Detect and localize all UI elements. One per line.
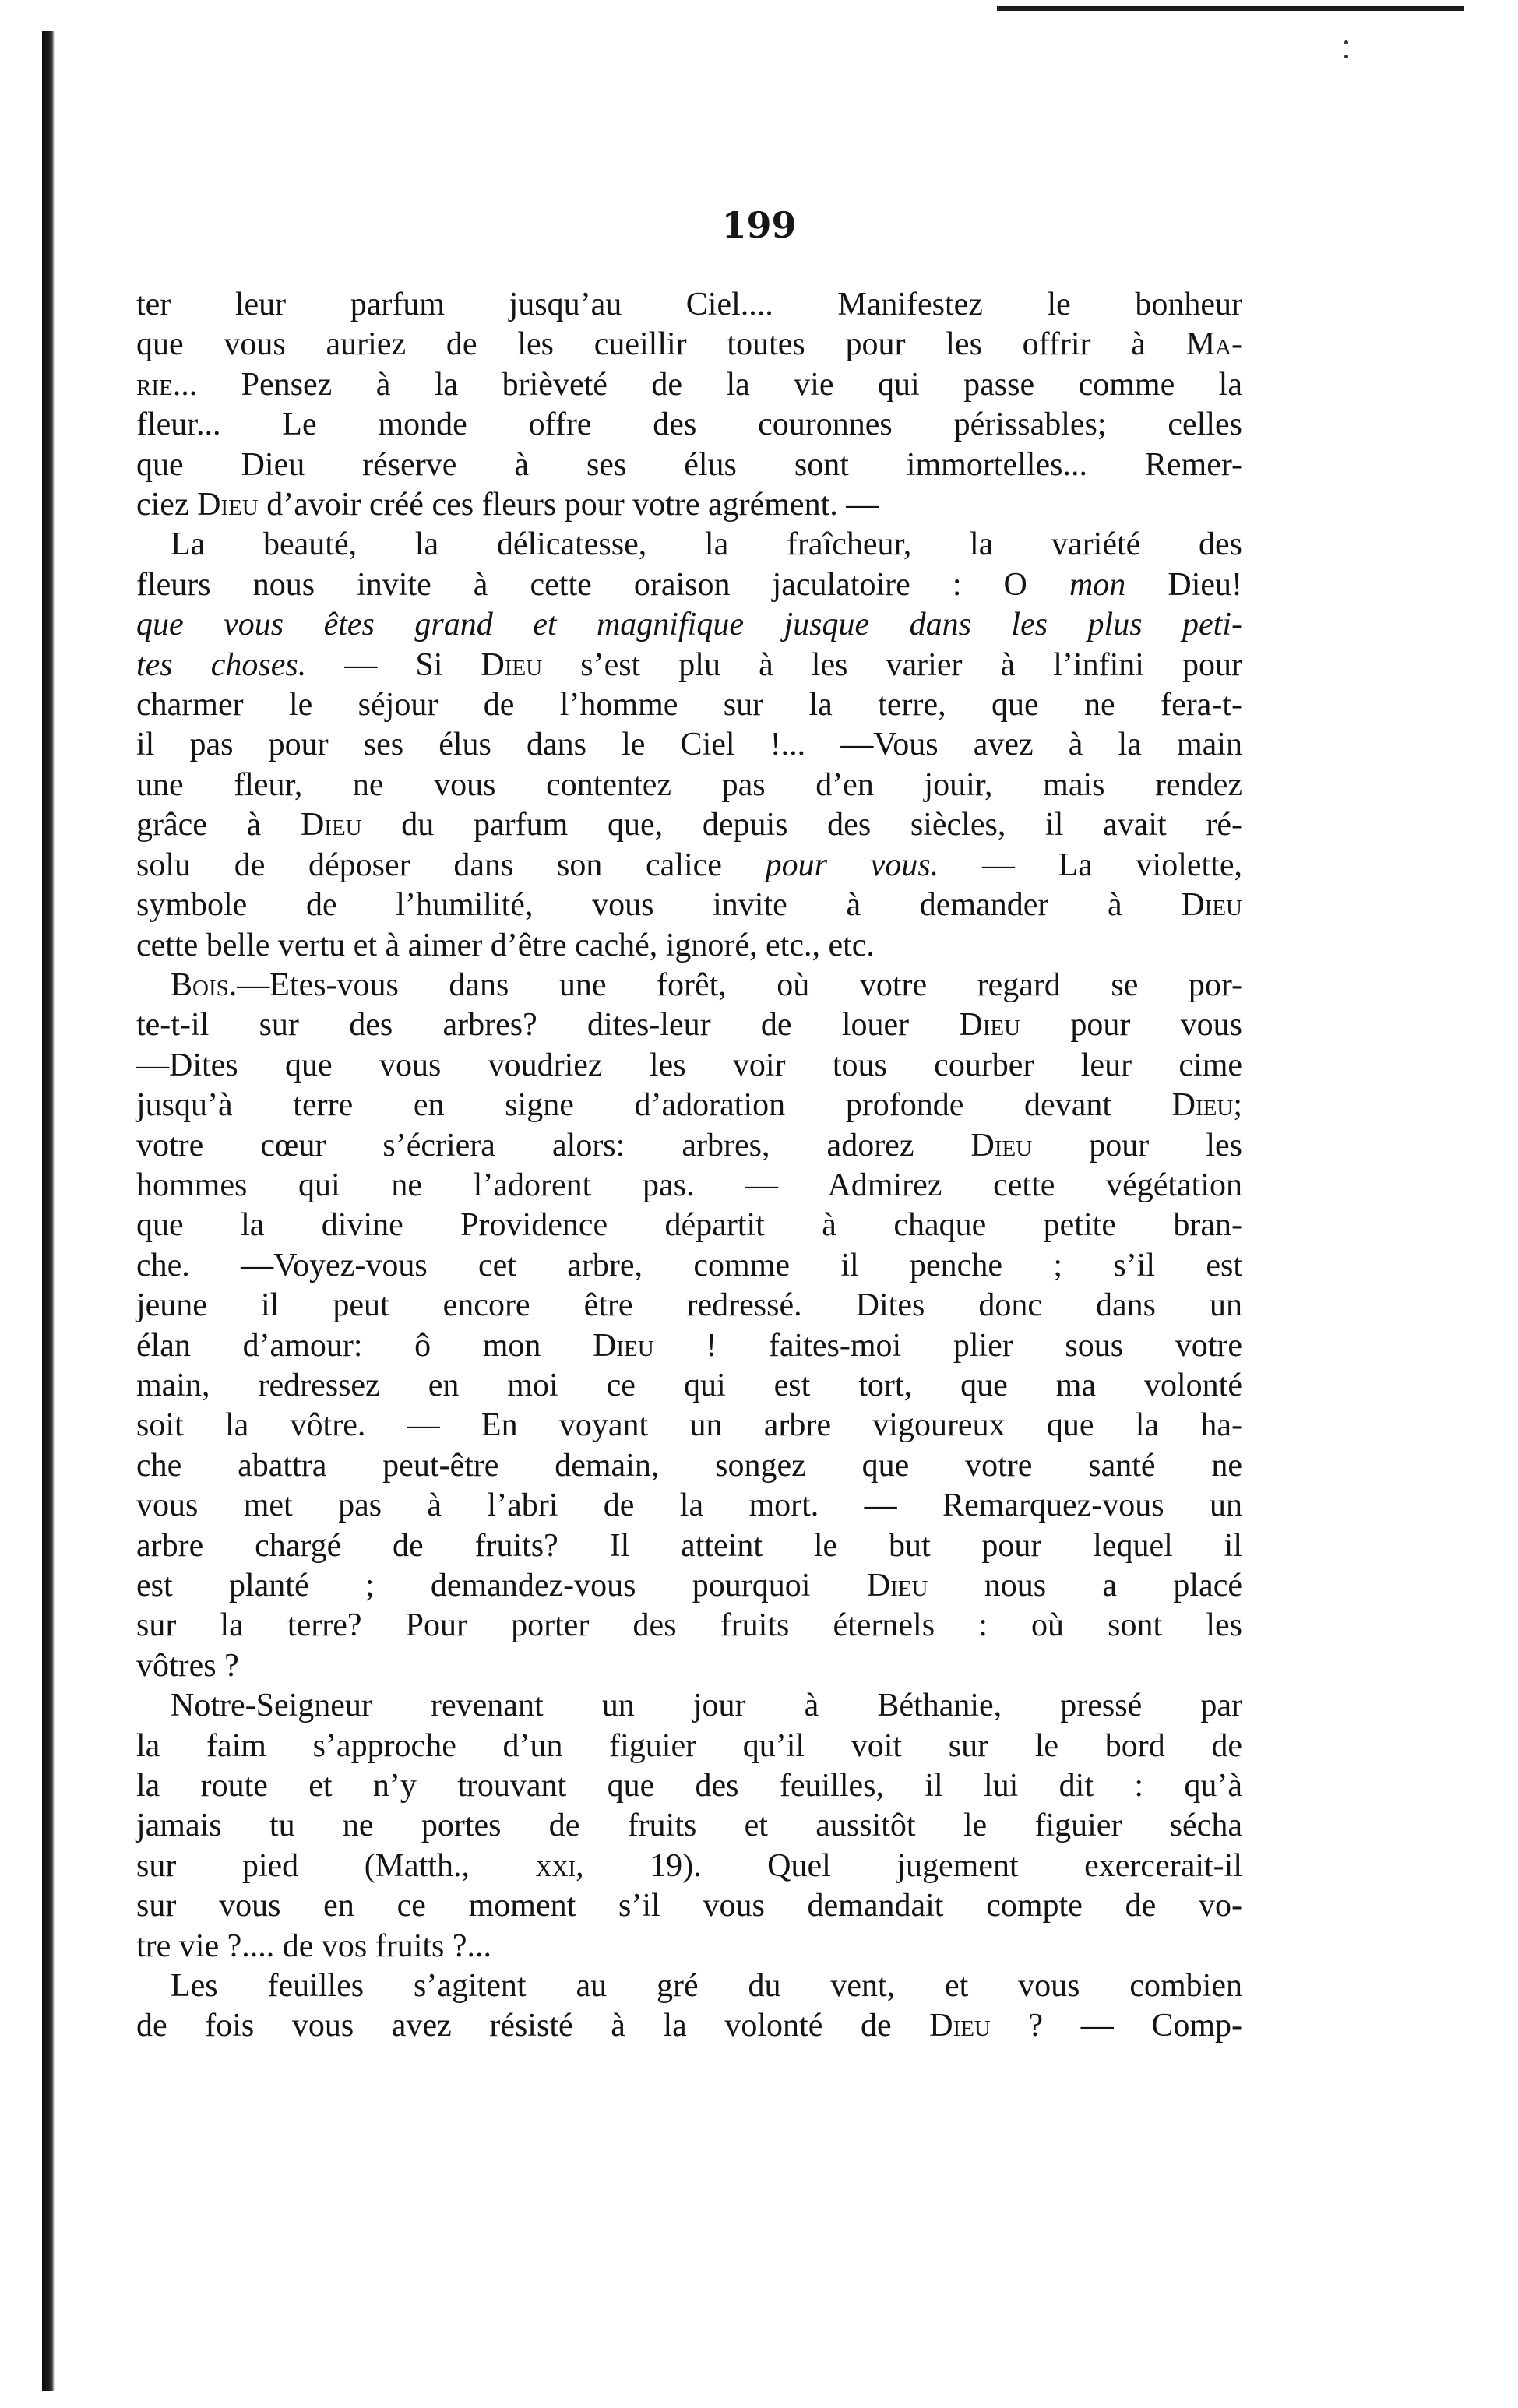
text-run: arbre chargé de fruits? Il atteint le but pour lequel il [136,1527,1242,1564]
text-run: tre vie ?.... de vos fruits ?... [136,1927,492,1964]
text-run: votre cœur s’écriera alors: arbres, adorez [136,1127,971,1164]
page-number: 199 [721,204,797,246]
text-run: la route et n’y trouvant que des feuilles, il lui dit : qu’à [136,1768,1242,1804]
text-line [136,1686,1242,1726]
text-line [136,485,1242,525]
binding-shadow [42,31,55,2391]
text-line [136,646,1242,685]
text-run: .—Etes-vous dans une forêt, où votre regard se por- [228,966,1242,1003]
text-line [136,1406,1242,1445]
text-run: de fois vous avez résisté à la volonté de [136,2008,930,2044]
text-line [136,1086,1242,1125]
text-line [136,325,1242,364]
text-run: solu de déposer dans son calice [136,847,766,883]
text-line [136,1846,1242,1886]
text-run: Bois [171,966,229,1003]
text-line [136,1606,1242,1646]
text-run: vous met pas à l’abri de la mort. — Remarquez-vous un [136,1487,1242,1524]
text-line [136,766,1242,805]
text-line [136,1166,1242,1206]
text-run: Dieu [300,807,362,843]
text-line [136,285,1242,325]
text-run: nous a placé [928,1568,1242,1604]
text-line [136,1766,1242,1806]
text-line [136,365,1242,405]
text-run: te-t-il sur des arbres? dites-leur de louer [136,1007,960,1044]
text-run: sur vous en ce moment s’il vous demandait compte de vo- [136,1888,1242,1924]
text-run: fleur... Le monde offre des couronnes périssables; celles [136,407,1242,443]
text-line [136,1886,1242,1926]
text-run: Dieu [197,487,259,523]
scan-specks [1344,40,1349,59]
text-line [136,1446,1242,1486]
text-run: Notre-Seigneur revenant un jour à Béthanie, pressé par [171,1688,1242,1724]
text-line [136,1526,1242,1566]
text-run: sur la terre? Pour porter des fruits éternels : où sont les [136,1607,1242,1644]
text-run: Ma- [1185,326,1242,363]
text-run: Dieu [970,1127,1033,1164]
text-line [136,1966,1242,2006]
text-line [136,1246,1242,1286]
text-run: Dieu [481,646,543,683]
text-line [136,405,1242,445]
text-line [136,885,1242,925]
text-run: pour les [1032,1127,1242,1164]
text-run: Dieu [929,2008,991,2044]
text-run: che abattra peut-être demain, songez que votre santé ne [136,1447,1242,1484]
text-run: Dieu [593,1327,654,1364]
text-run: — La violette, [939,847,1242,883]
text-run: une fleur, ne vous contentez pas d’en jouir, mais rendez [136,766,1242,803]
text-run: Dieu [1181,887,1242,924]
text-run: ciez [136,487,198,523]
text-run: il pas pour ses élus dans le Ciel !... —Vous avez à la main [136,727,1242,763]
text-run: Dieu [1171,1087,1234,1124]
text-run: charmer le séjour de l’homme sur la terre, que ne fera-t- [136,687,1242,723]
text-line [136,445,1242,485]
text-run: La beauté, la délicatesse, la fraîcheur, la variété des [171,526,1242,563]
text-run: sur pied (Matth., [136,1847,536,1884]
text-run: ! faites-moi plier sous votre [653,1327,1242,1364]
text-line [136,1366,1242,1406]
text-run: tes choses. [136,646,307,683]
text-line [136,1646,1242,1686]
text-line [136,605,1242,645]
text-run: la faim s’approche d’un figuier qu’il voit sur le bord de [136,1727,1242,1764]
text-line [136,1286,1242,1325]
text-line [136,1566,1242,1606]
text-run: ; [1233,1087,1242,1124]
text-line [136,685,1242,725]
text-line [136,1206,1242,1245]
text-run: élan d’amour: ô mon [136,1327,593,1364]
text-run: cette belle vertu et à aimer d’être caché, ignoré, etc., etc. [136,927,875,963]
text-line [136,1806,1242,1846]
text-run: , 19). Quel jugement exercerait-il [576,1847,1243,1884]
text-run: mon [1069,566,1126,603]
text-run: Dieu! [1125,566,1242,603]
text-run: que Dieu réserve à ses élus sont immortelles... Remer- [136,446,1242,483]
text-run: main, redressez en moi ce qui est tort, que ma volonté [136,1367,1242,1403]
text-run: Dieu [866,1568,928,1604]
text-run: xxi [535,1847,576,1884]
text-run: pour vous. [765,847,939,883]
text-run: que la divine Providence départit à chaque petite bran- [136,1207,1242,1244]
text-run: que vous auriez de les cueillir toutes pour les offrir à [136,326,1186,363]
text-run: du parfum que, depuis des siècles, il avait ré- [361,807,1242,843]
text-run: est planté ; demandez-vous pourquoi [136,1568,867,1604]
text-line [136,926,1242,966]
text-run: soit la vôtre. — En voyant un arbre vigoureux que la ha- [136,1407,1242,1444]
text-run: ... Pensez à la brièveté de la vie qui passe comme la [172,366,1242,403]
text-run: fleurs nous invite à cette oraison jaculatoire : O [136,566,1069,603]
text-run: grâce à [136,807,301,843]
text-line [136,1046,1242,1086]
page-body-text [136,285,1242,2047]
text-run: Dieu [959,1007,1021,1044]
text-line [136,1126,1242,1166]
text-line [136,966,1242,1005]
text-run: che. —Voyez-vous cet arbre, comme il penche ; s’il est [136,1247,1242,1283]
text-run: rie [136,366,173,403]
text-run: que vous êtes grand et magnifique jusque dans les plus peti- [136,607,1242,643]
text-run: symbole de l’humilité, vous invite à demander à [136,887,1182,924]
text-line [136,2006,1242,2046]
text-run: s’est plu à les varier à l’infini pour [542,646,1242,683]
text-line [136,1486,1242,1526]
text-run: jeune il peut encore être redressé. Dites donc dans un [136,1287,1242,1324]
text-line [136,725,1242,765]
text-run: ter leur parfum jusqu’au Ciel.... Manifestez le bonheur [136,287,1242,322]
text-line [136,846,1242,885]
text-run: d’avoir créé ces fleurs pour votre agrément. — [258,487,879,523]
text-line [136,805,1242,845]
text-run: ? — Comp- [990,2008,1242,2044]
text-line [136,1927,1242,1966]
text-line [136,525,1242,565]
text-run: pour vous [1020,1007,1242,1044]
text-line [136,1727,1242,1766]
text-run: vôtres ? [136,1647,239,1684]
text-run: —Dites que vous voudriez les voir tous courber leur cime [136,1047,1242,1083]
text-run: hommes qui ne l’adorent pas. — Admirez cette végétation [136,1167,1242,1203]
text-run: — Si [306,646,481,683]
text-run: Les feuilles s’agitent au gré du vent, et vous combien [171,1968,1242,2005]
text-line [136,1005,1242,1045]
text-line [136,565,1242,605]
top-edge-rule [997,6,1464,11]
text-line [136,1326,1242,1366]
text-run: jusqu’à terre en signe d’adoration profonde devant [136,1087,1172,1124]
text-run: jamais tu ne portes de fruits et aussitôt le figuier sécha [136,1808,1242,1844]
